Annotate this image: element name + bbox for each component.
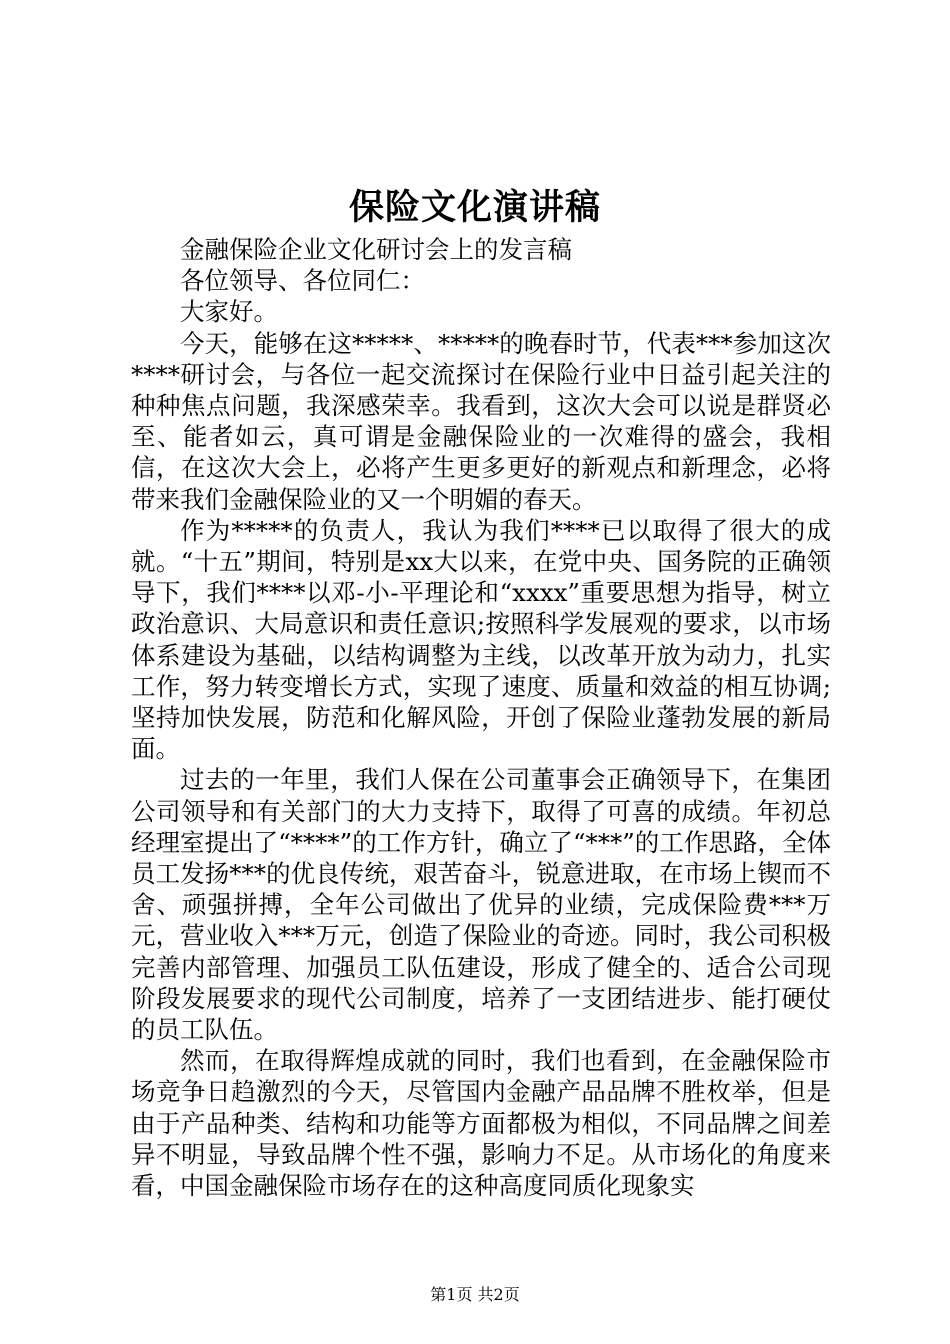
paragraph-body: 然而，在取得辉煌成就的同时，我们也看到，在金融保险市场竞争日趋激烈的今天，尽管国内金融产品品牌不胜枚举，但是由于产品种类、结构和功能等方面都极为相似，不同品牌之间差异不明显，导致品牌个性不强，影响力不足。从市场化的角度来看，中国金融保险市场存在的这种高度同质化现象实 (131, 1046, 831, 1201)
page-footer: 第1页 共2页 (430, 1285, 520, 1304)
document-body (131, 234, 831, 1201)
paragraph-salutation: 各位领导、各位同仁： (180, 266, 425, 296)
paragraph-body: 作为*****的负责人，我认为我们****已以取得了很大的成就。“十五”期间，特别是xx大以来，在党中央、国务院的正确领导下，我们****以邓-小-平理论和“xxxx”重要思想为指导，树立政治意识、大局意识和责任意识;按照科学发展观的要求，以市场体系建设为基础，以结构调整为主线，以改革开放为动力，扎实工作，努力转变增长方式，实现了速度、质量和效益的相互协调;坚持加快发展，防范和化解风险，开创了保险业蓬勃发展的新局面。 (131, 515, 831, 764)
document-title: 保险文化演讲稿 (348, 187, 601, 228)
paragraph-subtitle: 金融保险企业文化研讨会上的发言稿 (180, 235, 572, 264)
paragraph-body: 过去的一年里，我们人保在公司董事会正确领导下，在集团公司领导和有关部门的大力支持下，取得了可喜的成绩。年初总经理室提出了“****”的工作方针，确立了“***”的工作思路，全体员工发扬***的优良传统，艰苦奋斗，锐意进取，在市场上锲而不舍、顽强拼搏，全年公司做出了优异的业绩，完成保险费***万元，营业收入***万元，创造了保险业的奇迹。同时，我公司积极完善内部管理、加强员工队伍建设，形成了健全的、适合公司现阶段发展要求的现代公司制度，培养了一支团结进步、能打硬仗的员工队伍。 (131, 765, 831, 1045)
paragraph-greeting: 大家好。 (180, 297, 278, 327)
paragraph-body: 今天，能够在这*****、*****的晚春时节，代表***参加这次****研讨会，与各位一起交流探讨在保险行业中日益引起关注的种种焦点问题，我深感荣幸。我看到，这次大会可以说是群贤必至、能者如云，真可谓是金融保险业的一次难得的盛会，我相信，在这次大会上，必将产生更多更好的新观点和新理念，必将带来我们金融保险业的又一个明媚的春天。 (131, 328, 831, 514)
